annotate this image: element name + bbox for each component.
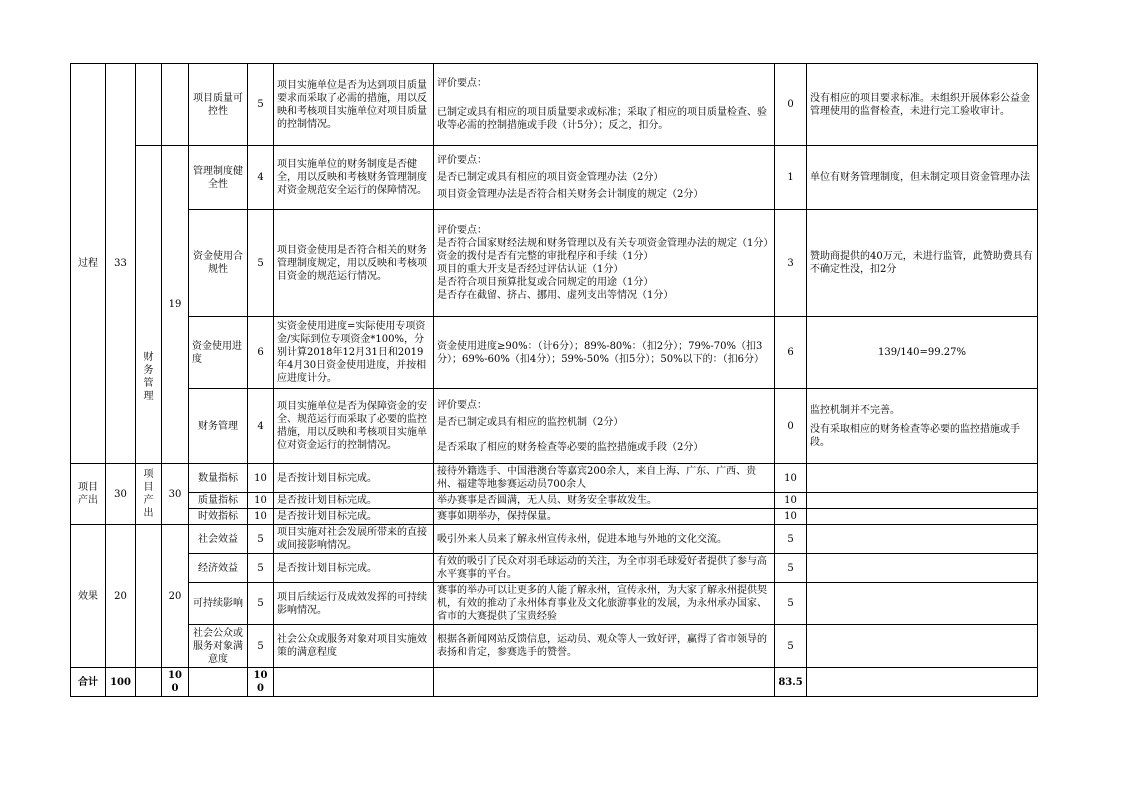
remark-line: 没有采取相应的财务检查等必要的监控措施或手段。	[810, 423, 1020, 448]
level2-effect-blank	[136, 525, 162, 668]
total-label: 合计	[71, 668, 106, 697]
table-row	[71, 317, 1038, 389]
remark-cell	[807, 493, 1038, 509]
level3-cell: 项目质量可控性	[189, 64, 248, 146]
criteria-cell	[434, 389, 775, 464]
criteria-line: 评价要点：	[437, 78, 487, 89]
criteria-line: 资金的拨付是否有完整的审批程序和手续（1分）	[437, 251, 654, 262]
remark-cell: 139/140=99.27%	[807, 317, 1038, 389]
weight2-effect: 20	[162, 525, 189, 668]
criteria-cell: 根据各新闻网站反馈信息，运动员、观众等人一致好评，赢得了省市领导的表扬和肯定，参赛选手的赞誉。	[434, 625, 775, 668]
description-cell: 项目资金使用是否符合相关的财务管理制度规定，用以反映和考核项目资金的规范运行情况。	[274, 210, 434, 317]
level3-cell: 资金使用进度	[189, 317, 248, 389]
criteria-line: 评价要点：	[437, 155, 487, 166]
remark-cell	[807, 554, 1038, 583]
criteria-cell	[434, 146, 775, 210]
remark-cell: 单位有财务管理制度，但未制定项目资金管理办法	[807, 146, 1038, 210]
level3-cell: 时效指标	[189, 509, 248, 525]
weight3-cell: 5	[248, 525, 274, 554]
score-cell: 5	[775, 525, 807, 554]
weight2-output: 30	[162, 464, 189, 525]
score-cell: 3	[775, 210, 807, 317]
weight3-cell: 5	[248, 583, 274, 625]
weight3-cell: 4	[248, 389, 274, 464]
description-cell: 是否按计划目标完成。	[274, 464, 434, 493]
weight1-effect: 20	[106, 525, 136, 668]
total-row	[71, 668, 1038, 697]
description-cell: 项目实施单位的财务制度是否健全，用以反映和考核财务管理制度对资金规范安全运行的保障情况。	[274, 146, 434, 210]
remark-cell	[807, 464, 1038, 493]
level1-output: 项目产出	[71, 464, 106, 525]
weight1-output: 30	[106, 464, 136, 525]
criteria-cell: 吸引外来人员来了解永州宣传永州，促进本地与外地的文化交流。	[434, 525, 775, 554]
level3-cell: 可持续影响	[189, 583, 248, 625]
weight2-process-blank	[162, 64, 189, 146]
level3-cell: 质量指标	[189, 493, 248, 509]
weight3-cell: 10	[248, 509, 274, 525]
table-row	[71, 525, 1038, 554]
remark-cell	[807, 389, 1038, 464]
level1-process: 过程	[71, 64, 106, 464]
criteria-cell: 赛事的举办可以让更多的人能了解永州，宣传永州，为大家了解永州提供契机，有效的推动了永州体育事业及文化旅游事业的发展，为永州承办国家、省市的大赛提供了宝贵经验	[434, 583, 775, 625]
criteria-cell: 有效的吸引了民众对羽毛球运动的关注，为全市羽毛球爱好者提供了参与高水平赛事的平台。	[434, 554, 775, 583]
description-cell: 项目后续运行及成效发挥的可持续影响情况。	[274, 583, 434, 625]
criteria-cell: 赛事如期举办，保持保量。	[434, 509, 775, 525]
criteria-line: 是否符合项目预算批复或合同规定的用途（1分）	[437, 277, 654, 288]
criteria-line: 项目资金管理办法是否符合相关财务会计制度的规定（2分）	[437, 189, 704, 200]
table-row	[71, 554, 1038, 583]
total-weight2: 100	[162, 668, 189, 697]
criteria-line: 评价要点：	[437, 399, 487, 411]
weight1-process: 33	[106, 64, 136, 464]
level3-cell: 管理制度健全性	[189, 146, 248, 210]
level3-cell: 数量指标	[189, 464, 248, 493]
description-cell: 实资金使用进度=实际使用专项资金/实际到位专项资金*100%，分别计算2018年12月31日和2019年4月30日资金使用进度，并按相应进度计分。	[274, 317, 434, 389]
score-cell: 5	[775, 554, 807, 583]
remark-cell	[807, 509, 1038, 525]
criteria-cell	[434, 64, 775, 146]
criteria-cell	[434, 210, 775, 317]
total-score: 83.5	[775, 668, 807, 697]
total-weight3: 100	[248, 668, 274, 697]
table-row	[71, 509, 1038, 525]
total-blank	[434, 668, 775, 697]
table-row	[71, 464, 1038, 493]
remark-cell	[807, 625, 1038, 668]
remark-cell	[807, 583, 1038, 625]
score-cell: 10	[775, 509, 807, 525]
score-cell: 10	[775, 464, 807, 493]
criteria-cell: 资金使用进度≥90%：（计6分）；89%-80%：（扣2分）；79%-70%（扣3分）；69%-60%（扣4分）；59%-50%（扣5分）；50%以下的：（扣6分）	[434, 317, 775, 389]
description-cell: 项目实施单位是否为保障资金的安全、规范运行而采取了必要的监控措施，用以反映和考核项目实施单位对资金运行的控制情况。	[274, 389, 434, 464]
score-cell: 5	[775, 583, 807, 625]
total-blank	[189, 668, 248, 697]
table-row	[71, 493, 1038, 509]
description-cell: 是否按计划目标完成。	[274, 554, 434, 583]
level2-output: 项目产出	[136, 464, 162, 525]
score-cell: 10	[775, 493, 807, 509]
total-blank	[136, 668, 162, 697]
criteria-cell: 举办赛事是否圆满，无人员、财务安全事故发生。	[434, 493, 775, 509]
description-cell: 项目实施对社会发展所带来的直接或间接影响情况。	[274, 525, 434, 554]
weight3-cell: 5	[248, 625, 274, 668]
score-cell: 0	[775, 64, 807, 146]
criteria-line: 已制定或具有相应的项目质量要求或标准；采取了相应的项目质量检查、验收等必需的控制措施或手段（计5分）；反之，扣分。	[437, 107, 767, 131]
description-cell: 是否按计划目标完成。	[274, 493, 434, 509]
description-cell: 社会公众或服务对象对项目实施效策的满意程度	[274, 625, 434, 668]
weight3-cell: 5	[248, 554, 274, 583]
criteria-cell: 接待外籍选手、中国港澳台等嘉宾200余人，来自上海、广东、广西、贵州、福建等地参赛运动员700余人	[434, 464, 775, 493]
criteria-line: 是否符合国家财经法规和财务管理以及有关专项资金管理办法的规定（1分）	[437, 238, 774, 249]
criteria-line: 是否采取了相应的财务检查等必要的监控措施或手段（2分）	[437, 441, 704, 453]
weight3-cell: 5	[248, 64, 274, 146]
criteria-line: 评价要点：	[437, 225, 487, 236]
score-cell: 0	[775, 389, 807, 464]
total-weight1: 100	[106, 668, 136, 697]
remark-cell	[807, 525, 1038, 554]
weight2-fin: 19	[162, 146, 189, 464]
table-row	[71, 583, 1038, 625]
level2-process-blank	[136, 64, 162, 146]
weight3-cell: 10	[248, 493, 274, 509]
level3-cell: 资金使用合规性	[189, 210, 248, 317]
criteria-line: 是否已制定或具有相应的监控机制（2分）	[437, 416, 624, 428]
table-row	[71, 389, 1038, 464]
criteria-line: 是否已制定或具有相应的项目资金管理办法（2分）	[437, 172, 664, 183]
description-cell: 是否按计划目标完成。	[274, 509, 434, 525]
total-blank	[807, 668, 1038, 697]
weight3-cell: 6	[248, 317, 274, 389]
remark-cell: 赞助商提供的40万元，未进行监管，此赞助费具有不确定性没，扣2分	[807, 210, 1038, 317]
level3-cell: 经济效益	[189, 554, 248, 583]
evaluation-table	[70, 63, 1038, 697]
total-blank	[274, 668, 434, 697]
level2-fin: 财务管理	[136, 146, 162, 464]
score-cell: 5	[775, 625, 807, 668]
weight3-cell: 4	[248, 146, 274, 210]
table-row	[71, 64, 1038, 146]
level3-cell: 财务管理	[189, 389, 248, 464]
weight3-cell: 10	[248, 464, 274, 493]
weight3-cell: 5	[248, 210, 274, 317]
level3-cell: 社会公众或服务对象满意度	[189, 625, 248, 668]
table-row	[71, 146, 1038, 210]
level3-cell: 社会效益	[189, 525, 248, 554]
level1-effect: 效果	[71, 525, 106, 668]
table-row	[71, 625, 1038, 668]
score-cell: 6	[775, 317, 807, 389]
description-cell: 项目实施单位是否为达到项目质量要求而采取了必需的措施，用以反映和考核项目实施单位对项目质量的控制情况。	[274, 64, 434, 146]
criteria-line: 是否存在截留、挤占、挪用、虚列支出等情况（1分）	[437, 290, 674, 301]
remark-line: 监控机制并不完善。	[810, 404, 900, 416]
score-cell: 1	[775, 146, 807, 210]
remark-cell: 没有相应的项目要求标准。未组织开展体彩公益金管理使用的监督检查，未进行完工验收审计。	[807, 64, 1038, 146]
criteria-line: 项目的重大开支是否经过评估认证（1分）	[437, 264, 624, 275]
table-row	[71, 210, 1038, 317]
